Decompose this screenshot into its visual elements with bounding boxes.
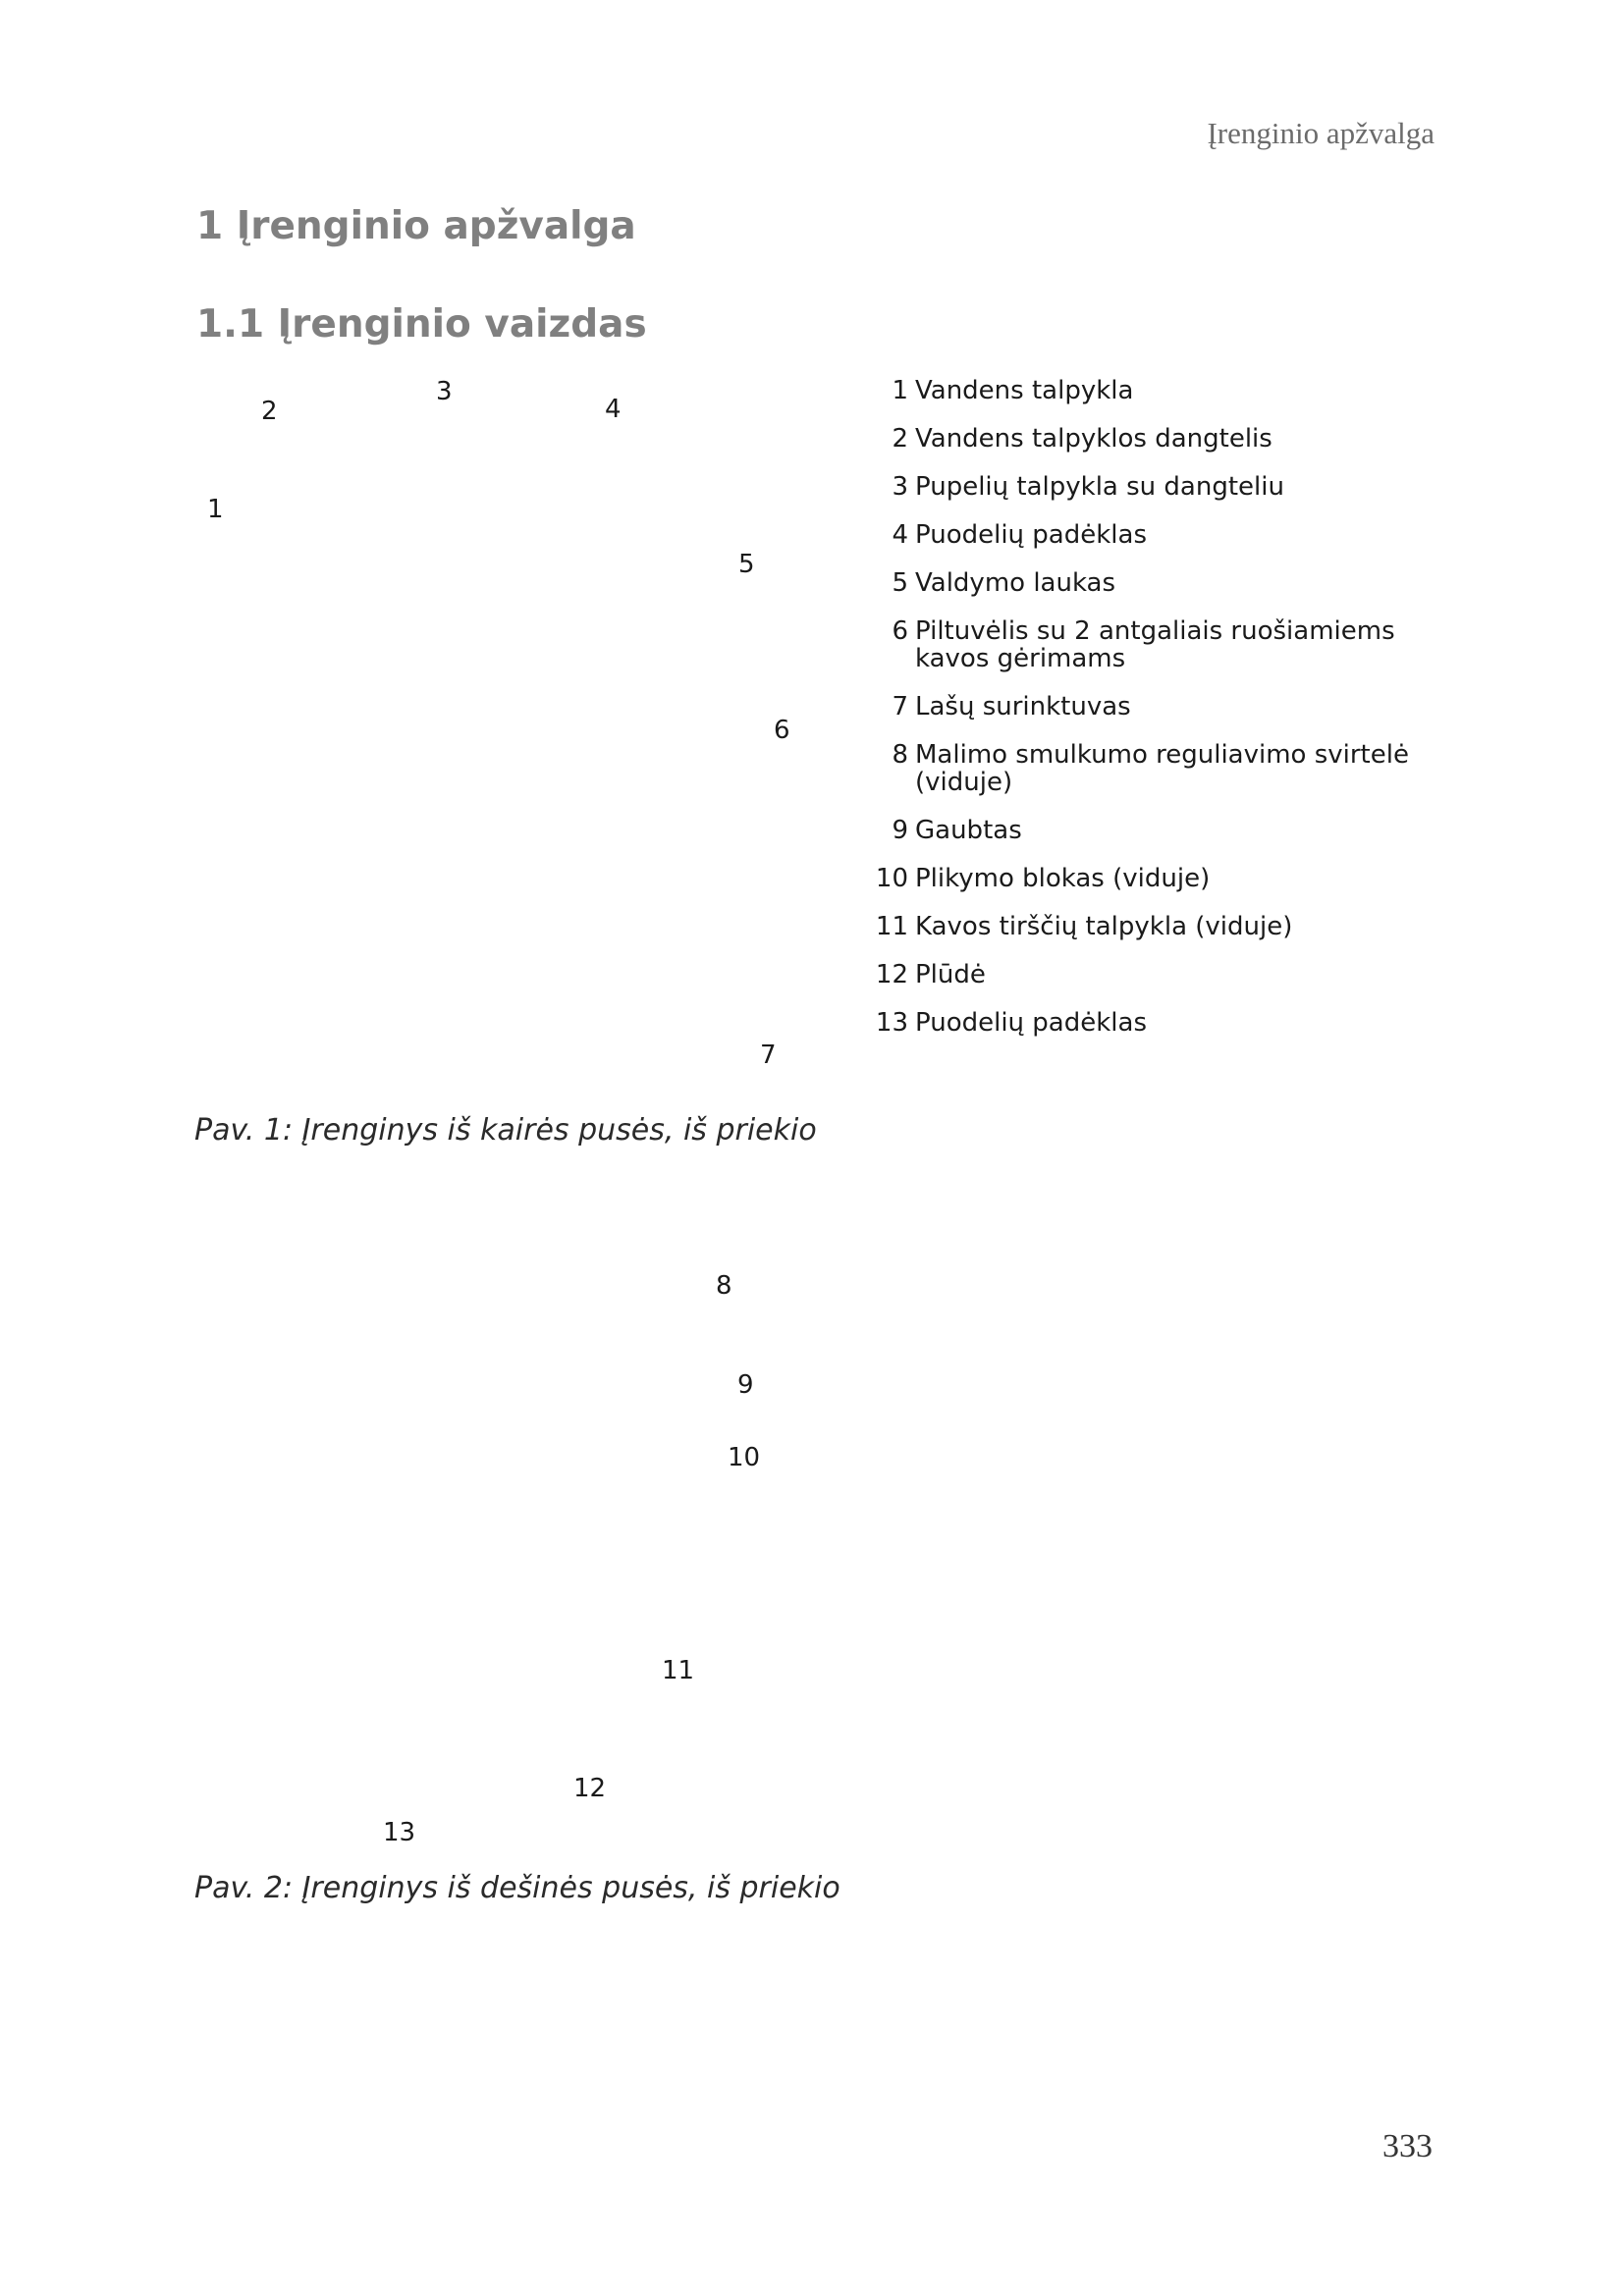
legend-item — [869, 865, 1419, 892]
legend-item — [869, 693, 1419, 721]
callout-8: 8 — [716, 1271, 732, 1301]
legend-item — [869, 913, 1419, 940]
legend-text: Malimo smulkumo reguliavimo svirtelė (viduje) — [915, 740, 1409, 797]
figure-1-caption: Pav. 1: Įrenginys iš kairės pusės, iš priekio — [194, 1113, 817, 1148]
callout-7: 7 — [760, 1041, 777, 1070]
callout-11: 11 — [662, 1656, 695, 1685]
legend-number: 4 — [892, 520, 908, 550]
legend-number: 6 — [892, 616, 908, 646]
legend-item — [869, 377, 1419, 404]
callout-4: 4 — [605, 395, 622, 424]
legend-text: Lašų surinktuvas — [915, 692, 1131, 721]
legend-text: Puodelių padėklas — [915, 1008, 1147, 1038]
legend-item — [869, 521, 1419, 549]
legend-number: 13 — [875, 1008, 908, 1038]
callout-6: 6 — [774, 716, 790, 745]
callout-5: 5 — [738, 550, 755, 579]
legend-item — [869, 741, 1419, 796]
legend-number: 11 — [875, 912, 908, 941]
running-header: Įrenginio apžvalga — [1207, 116, 1435, 150]
legend-text: Gaubtas — [915, 816, 1022, 845]
section-title: 1 Įrenginio apžvalga — [196, 204, 636, 248]
subsection-title: 1.1 Įrenginio vaizdas — [196, 302, 647, 347]
callout-9: 9 — [737, 1370, 754, 1400]
legend-item — [869, 569, 1419, 597]
callout-1: 1 — [207, 495, 224, 524]
legend-number: 2 — [892, 424, 908, 454]
page-number: 333 — [1382, 2128, 1433, 2164]
legend-text: Vandens talpyklos dangtelis — [915, 424, 1272, 454]
legend-item — [869, 961, 1419, 988]
legend-number: 9 — [892, 816, 908, 845]
legend-number: 1 — [892, 376, 908, 405]
legend-text: Plūdė — [915, 960, 986, 989]
callout-12: 12 — [573, 1774, 607, 1803]
legend-item — [869, 1009, 1419, 1037]
figure-2-caption: Pav. 2: Įrenginys iš dešinės pusės, iš priekio — [194, 1871, 840, 1905]
legend-number: 3 — [892, 472, 908, 502]
legend-item — [869, 425, 1419, 453]
legend-number: 8 — [892, 740, 908, 770]
callout-3: 3 — [436, 377, 453, 406]
callout-2: 2 — [261, 397, 278, 426]
legend-number: 5 — [892, 568, 908, 598]
legend-item — [869, 817, 1419, 844]
parts-legend — [869, 377, 1419, 1057]
legend-number: 12 — [875, 960, 908, 989]
legend-text: Kavos tirščių talpykla (viduje) — [915, 912, 1293, 941]
legend-text: Valdymo laukas — [915, 568, 1116, 598]
callout-13: 13 — [383, 1818, 416, 1847]
legend-text: Plikymo blokas (viduje) — [915, 864, 1211, 893]
legend-text: Pupelių talpykla su dangteliu — [915, 472, 1284, 502]
legend-text: Vandens talpykla — [915, 376, 1134, 405]
legend-text: Puodelių padėklas — [915, 520, 1147, 550]
legend-number: 7 — [892, 692, 908, 721]
legend-item — [869, 617, 1419, 672]
legend-number: 10 — [875, 864, 908, 893]
legend-item — [869, 473, 1419, 501]
callout-10: 10 — [728, 1443, 761, 1472]
legend-text: Piltuvėlis su 2 antgaliais ruošiamiems kavos gėrimams — [915, 616, 1395, 673]
